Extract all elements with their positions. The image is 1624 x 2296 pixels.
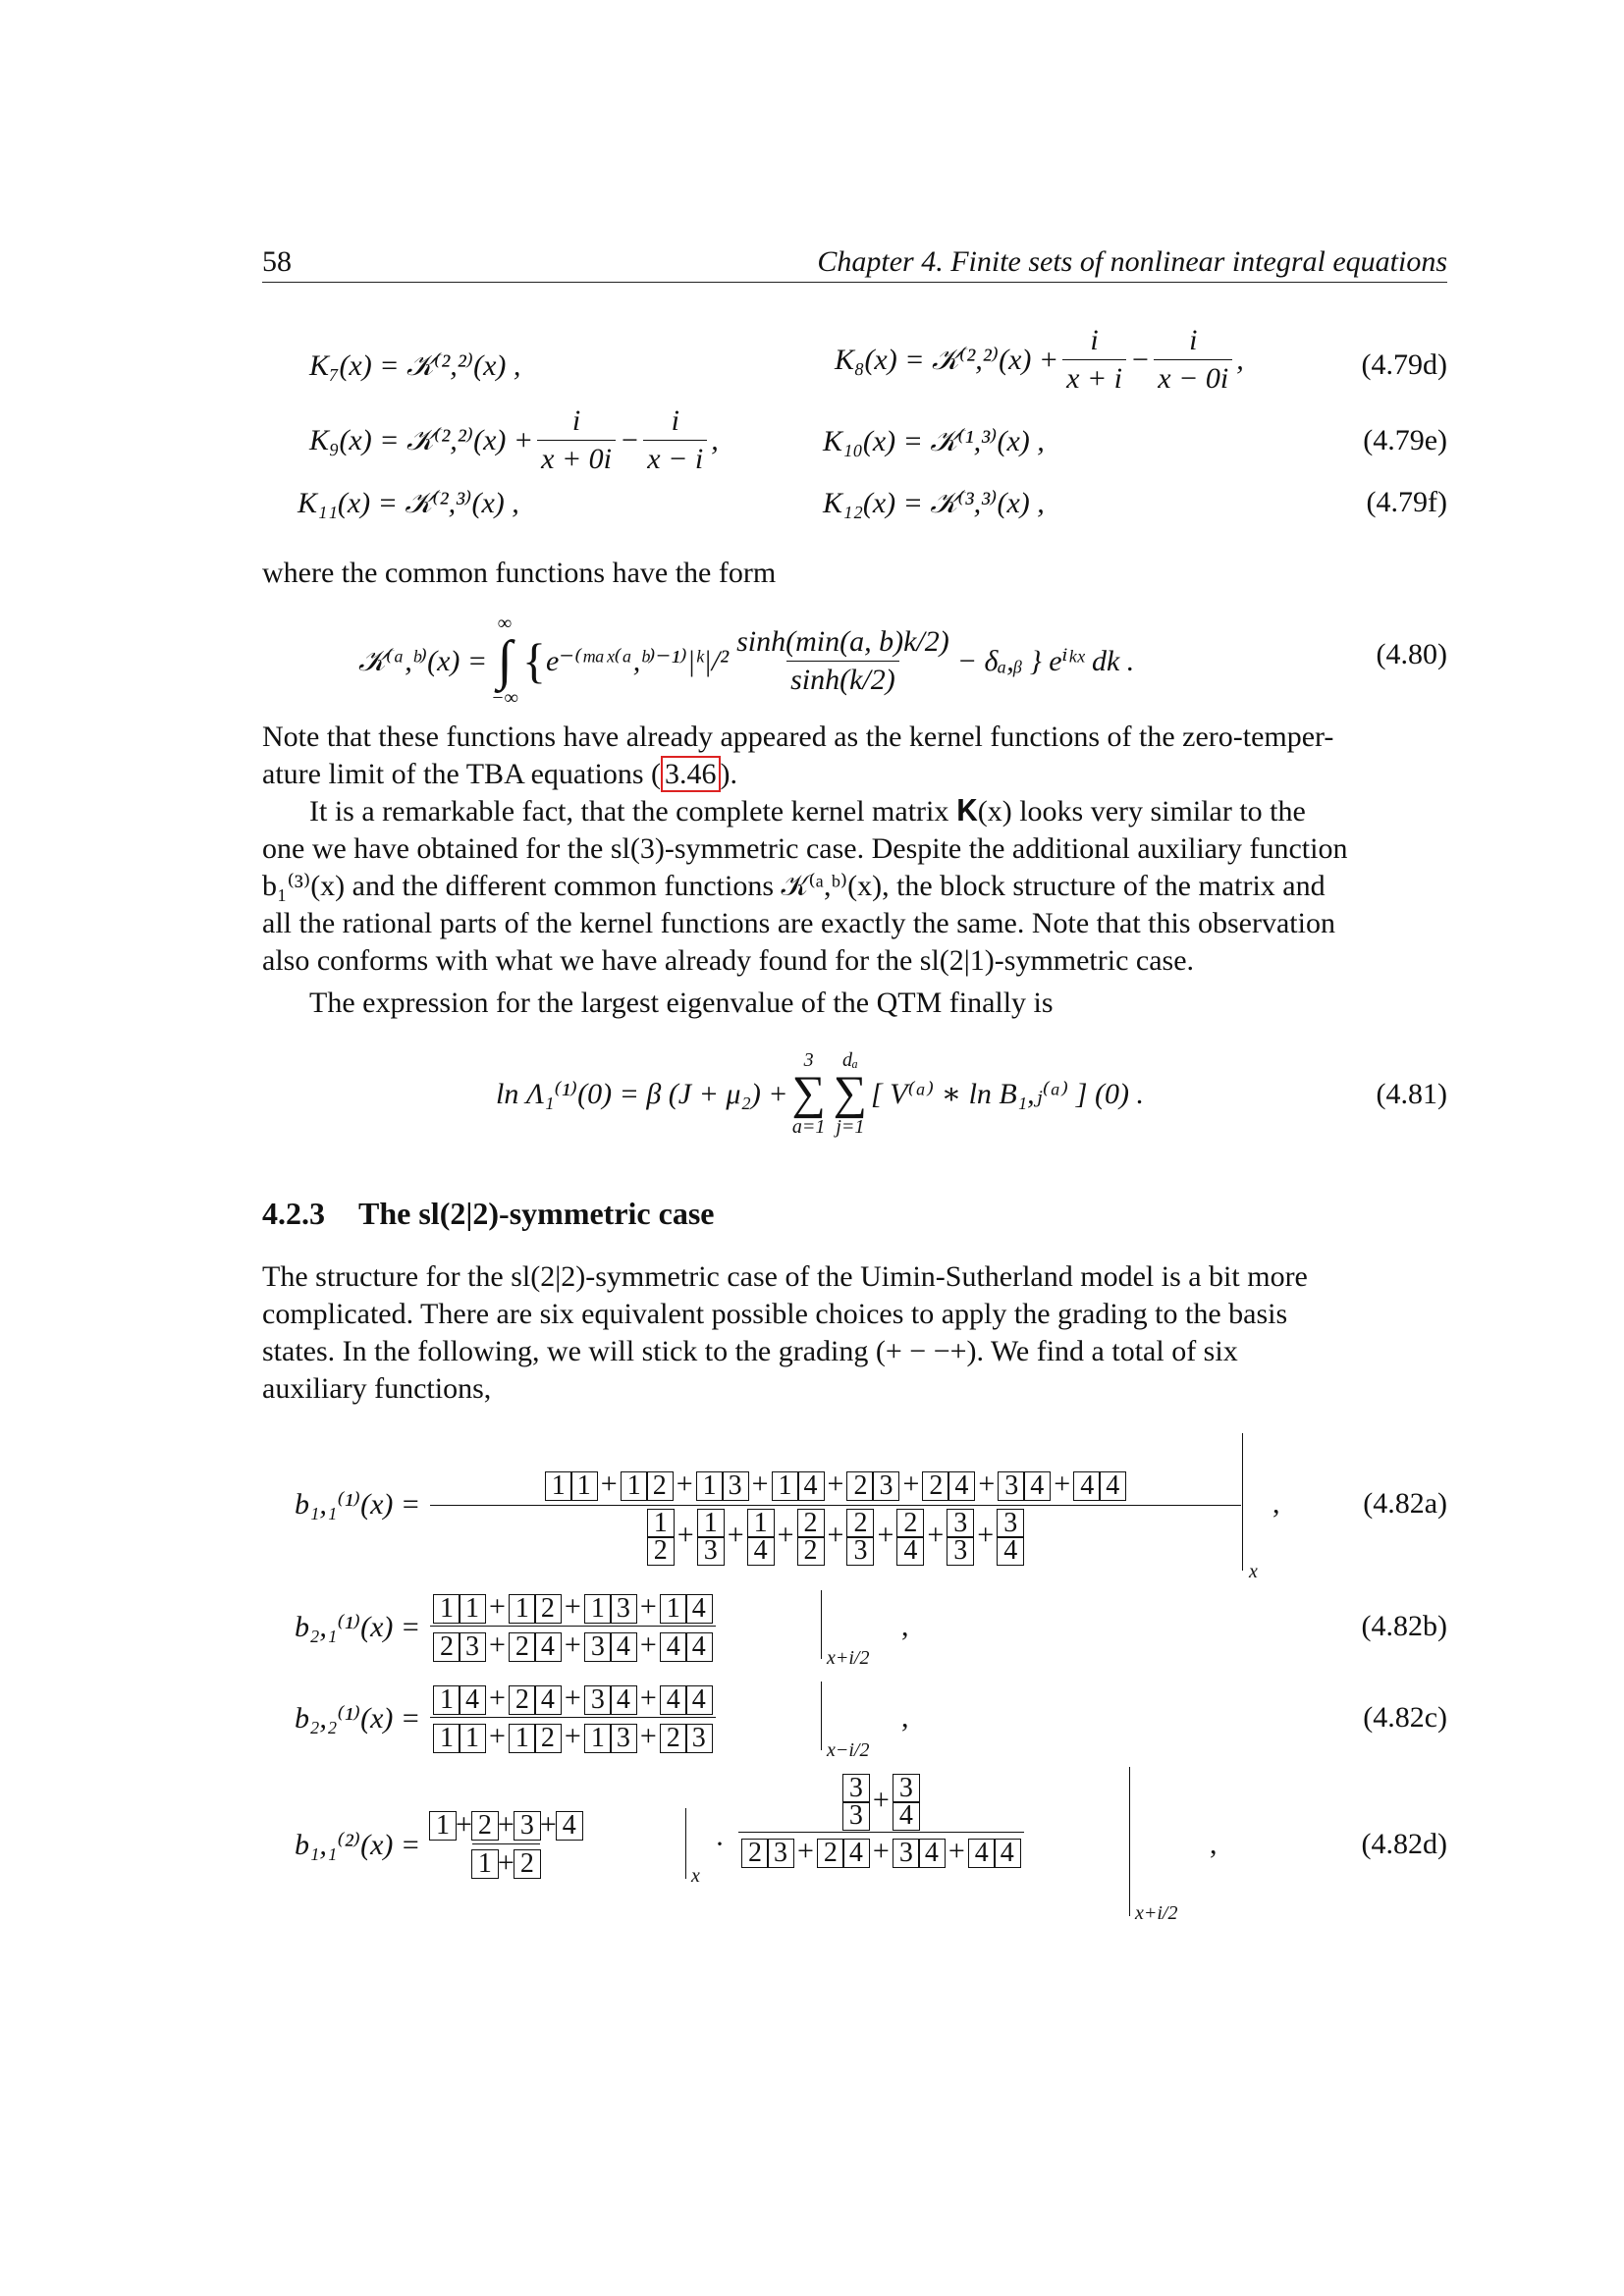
- note-line-2: ature limit of the TBA equations ( 3.46 ).: [262, 758, 738, 790]
- k9-lhs: K₉(x) = 𝒦⁽²,²⁾(x) +: [309, 424, 534, 456]
- eqno-482a: (4.82a): [1363, 1487, 1447, 1520]
- k9-f1-num: i: [571, 404, 581, 437]
- sum2-lower: j=1: [836, 1116, 865, 1138]
- p1-line-2: one we have obtained for the sl(3)-symmetric case. Despite the additional auxiliary function: [262, 832, 1348, 865]
- text-where: where the common functions have the form: [262, 557, 777, 589]
- paragraph-remarkable: [262, 793, 1447, 830]
- header-rule: [262, 282, 1447, 283]
- sum2-upper: dₐ: [841, 1049, 858, 1071]
- eqno-480: (4.80): [1376, 638, 1447, 670]
- eval-bar-d1: [685, 1808, 686, 1879]
- eq-481: [496, 1050, 1144, 1137]
- sect-line-2: complicated. There are six equivalent possible choices to apply the grading to the basis: [262, 1298, 1288, 1330]
- eqno-482b: (4.82b): [1361, 1610, 1447, 1642]
- note-line-1: Note that these functions have already appeared as the kernel functions of the zero-temper-: [262, 721, 1334, 753]
- eq-k12: K₁₂(x) = 𝒦⁽³,³⁾(x) ,: [823, 487, 1045, 519]
- eqno-482c: (4.82c): [1363, 1701, 1447, 1734]
- eq482a-denominator: $\frac{1}{2}$ + $\frac{1}{3}$ + $\frac{1}{4}$ + $\frac{2}{2}$ + $\frac{2}{3}$ + $\frac{2}{4}$ + $\frac{3}{3}$ + $\frac{3}{4}$: [430, 1505, 1241, 1565]
- eq482c-comma: ,: [901, 1701, 909, 1734]
- eqno-479e: (4.79e): [1363, 424, 1447, 456]
- p1-line-4: all the rational parts of the kernel functions are exactly the same. Note that this observation: [262, 907, 1335, 939]
- eq480-int-lower: −∞: [491, 687, 518, 709]
- eq482d-lhs: b₁,₁⁽²⁾(x) =: [295, 1829, 421, 1861]
- sect-line-3: states. In the following, we will stick to the grading (+ − −+). We find a total of six: [262, 1335, 1238, 1367]
- eq482c-fraction: 1 4 + 2 4 + 3 4 + 4 4 1 1 + 1 2 + 1 3 + 2 3: [430, 1682, 716, 1753]
- p1-line-3: b₁⁽³⁾(x) and the different common functions 𝒦⁽ᵃ,ᵇ⁾(x), the block structure of the matrix and: [262, 870, 1326, 902]
- eqno-479f: (4.79f): [1366, 486, 1447, 518]
- integral-sign: ∫: [497, 630, 513, 691]
- section-number: 4.2.3: [262, 1196, 325, 1231]
- sum-sign-a: ∑: [791, 1067, 826, 1119]
- eqno-481: (4.81): [1376, 1078, 1447, 1110]
- eq482c-sub: x−i/2: [827, 1739, 870, 1761]
- section-paragraph: [262, 1258, 1447, 1408]
- note-paragraph: [262, 719, 1447, 793]
- k8-f2-num: i: [1189, 324, 1198, 356]
- eq480-den: sinh(k/2): [786, 661, 899, 697]
- eq-k10: K₁₀(x) = 𝒦⁽¹,³⁾(x) ,: [823, 425, 1045, 457]
- eq-k8: K₈(x) = 𝒦⁽²,²⁾(x) + $\frac{i}{x + i}$ − $\frac{i}{x - 0i}$ ,: [835, 324, 1244, 395]
- eq482d-sub2: x+i/2: [1135, 1902, 1178, 1924]
- eq480-int-upper: ∞: [497, 613, 513, 634]
- eqno-482d: (4.82d): [1361, 1828, 1447, 1860]
- paragraph-remarkable-cont: [262, 830, 1447, 980]
- equation-ref-link[interactable]: 3.46: [661, 756, 721, 792]
- eq482d-comma: ,: [1210, 1828, 1218, 1860]
- eq482d-fraction-2: $\frac{3}{3}$ + $\frac{3}{4}$ 2 3 + 2 4 + 3 4 + 4 4: [738, 1775, 1024, 1868]
- eq-k11: K₁₁(x) = 𝒦⁽²,³⁾(x) ,: [298, 487, 519, 519]
- k8-f2-den: x − 0i: [1154, 359, 1232, 396]
- p1-line-5: also conforms with what we have already found for the sl(2|1)-symmetric case.: [262, 944, 1195, 977]
- eq481-lhs: ln Λ₁⁽¹⁾(0) = β (J + μ₂) +: [496, 1077, 788, 1110]
- p1-line-1: It is a remarkable fact, that the complete kernel matrix 𝐊(x) looks very similar to the: [309, 795, 1306, 828]
- eq482b-fraction: 1 1 + 1 2 + 1 3 + 1 4 2 3 + 2 4 + 3 4 + 4 4: [430, 1590, 716, 1662]
- k8-lhs: K₈(x) = 𝒦⁽²,²⁾(x) +: [835, 344, 1059, 376]
- eq-k9: K₉(x) = 𝒦⁽²,²⁾(x) + $\frac{i}{x + 0i}$ − $\frac{i}{x - i}$ ,: [309, 404, 719, 475]
- eq482c-lhs: b₂,₂⁽¹⁾(x) =: [295, 1702, 421, 1735]
- dot-operator: ·: [715, 1828, 725, 1860]
- eval-bar-c: [821, 1682, 822, 1750]
- k9-f2-den: x − i: [643, 440, 707, 476]
- sum1-lower: a=1: [791, 1116, 826, 1138]
- eval-bar-a: [1242, 1433, 1243, 1571]
- eval-bar-b: [821, 1590, 822, 1659]
- eq480-lhs: 𝒦⁽ᵃ,ᵇ⁾(x) =: [358, 644, 488, 677]
- eq480-tail: − δₐ,ᵦ } eⁱᵏˣ dk .: [956, 644, 1135, 677]
- text-expression: The expression for the largest eigenvalue of the QTM finally is: [309, 987, 1054, 1019]
- k9-f1-den: x + 0i: [537, 440, 616, 476]
- eqno-479d: (4.79d): [1361, 348, 1447, 381]
- eq480-num: sinh(min(a, b)k/2): [736, 624, 949, 658]
- eq-k7: K₇(x) = 𝒦⁽²,²⁾(x) ,: [309, 349, 521, 382]
- eq482a-fraction: [430, 1468, 1241, 1565]
- eq482a-comma: ,: [1272, 1487, 1280, 1520]
- eval-bar-d2: [1129, 1767, 1130, 1916]
- eq480-exp: e⁻⁽ᵐᵃˣ⁽ᵃ,ᵇ⁾⁻¹⁾|ᵏ|/²: [545, 644, 730, 677]
- eq482a-numerator: 1 1 + 1 2 + 1 3 + 1 4 + 2 3 + 2 4 + 3 4 + 4 4: [542, 1468, 1129, 1505]
- k8-f1-num: i: [1090, 324, 1099, 356]
- sect-line-4: auxiliary functions,: [262, 1372, 492, 1405]
- sum-sign-j: ∑: [833, 1067, 867, 1119]
- eq-480: 𝒦⁽ᵃ,ᵇ⁾(x) = ∞ ∫ −∞ { e⁻⁽ᵐᵃˣ⁽ᵃ,ᵇ⁾⁻¹⁾|ᵏ|/² $\frac{\sinh(\min(a, b)k/2)}{\sinh(k/2)}$ − δₐ,ᵦ } eⁱᵏˣ dk .: [358, 613, 1135, 709]
- eq482b-comma: ,: [901, 1610, 909, 1642]
- page-number: 58: [262, 245, 292, 278]
- k9-f2-num: i: [671, 404, 679, 437]
- eq482a-sub: x: [1249, 1561, 1258, 1582]
- section-title: The sl(2|2)-symmetric case: [358, 1196, 715, 1231]
- eq482d-sub1: x: [691, 1865, 700, 1887]
- eq482b-lhs: b₂,₁⁽¹⁾(x) =: [295, 1611, 421, 1643]
- eq482b-sub: x+i/2: [827, 1647, 870, 1669]
- eq482a-lhs: b₁,₁⁽¹⁾(x) =: [295, 1488, 421, 1521]
- section-heading: [262, 1196, 714, 1232]
- eq482d-fraction-1: 1 + 2 + 3 + 4 1 + 2: [430, 1808, 582, 1880]
- k8-f1-den: x + i: [1062, 359, 1126, 396]
- eq481-body: [ V⁽ᵃ⁾ ∗ ln B₁,ⱼ⁽ᵃ⁾ ] (0) .: [871, 1077, 1144, 1110]
- sum1-upper: 3: [803, 1049, 814, 1071]
- sect-line-1: The structure for the sl(2|2)-symmetric case of the Uimin-Sutherland model is a bit more: [262, 1260, 1308, 1293]
- running-title: Chapter 4. Finite sets of nonlinear integral equations: [817, 245, 1447, 278]
